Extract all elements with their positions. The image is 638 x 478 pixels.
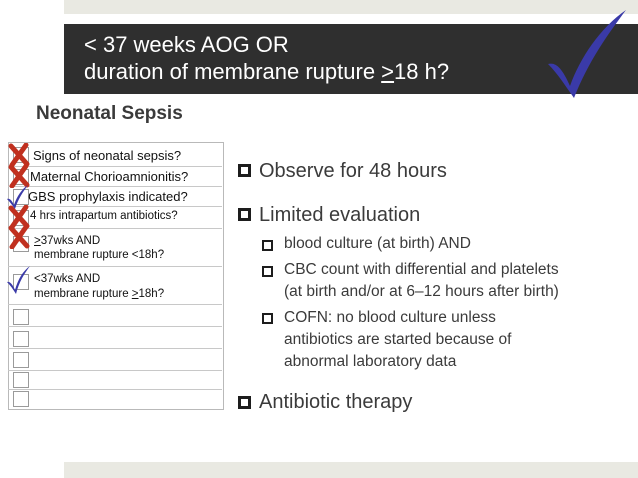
question-chorioamnionitis: Maternal Chorioamnionitis? (30, 169, 189, 184)
title-gte-symbol: > (381, 59, 395, 84)
row-divider (8, 166, 222, 167)
bullet-icon (238, 164, 251, 177)
question-lt37wks-line2 (34, 288, 164, 300)
check-icon (5, 184, 29, 210)
checkbox[interactable] (13, 352, 29, 368)
checkbox[interactable] (13, 372, 29, 388)
item-cofn-line2: antibiotics are started because of (284, 331, 512, 348)
question-gte37wks-line2: membrane rupture <18h? (34, 249, 165, 261)
title-line-2-text: duration of membrane rupture (84, 59, 382, 84)
question-gte37wks-line1 (34, 235, 100, 247)
row-divider (8, 326, 222, 327)
row-divider (8, 266, 222, 267)
row-divider (8, 206, 222, 207)
question-intrapartum-antibiotics: 4 hrs intrapartum antibiotics? (30, 210, 178, 222)
checkbox[interactable] (13, 331, 29, 347)
row-divider (8, 348, 222, 349)
slide-title-line-1: < 37 weeks AOG OR (84, 32, 289, 57)
item-cbc-line2: (at birth and/or at 6–12 hours after birth) (284, 283, 559, 300)
item-cbc-line1: CBC count with differential and platelets (284, 261, 559, 278)
bottom-decorative-strip (64, 462, 638, 478)
item-limited-evaluation: Limited evaluation (259, 204, 421, 226)
bullet-icon (238, 396, 251, 409)
item-observe: Observe for 48 hours (259, 160, 447, 182)
check-icon (5, 265, 31, 295)
item-blood-culture: blood culture (at birth) AND (284, 235, 471, 252)
x-icon (8, 225, 30, 249)
checkbox[interactable] (13, 309, 29, 325)
slide-title-line-2 (84, 59, 449, 85)
big-check-icon (540, 6, 630, 100)
item-cofn-line3: abnormal laboratory data (284, 353, 457, 370)
question-text: 37wks AND (40, 235, 101, 247)
row-divider (8, 370, 222, 371)
item-antibiotic-therapy: Antibiotic therapy (259, 391, 413, 413)
sub-bullet-icon (262, 240, 273, 251)
row-divider (8, 304, 222, 305)
sub-bullet-icon (262, 313, 273, 324)
title-line-2-suffix: 18 h? (394, 59, 450, 84)
item-cofn-line1: COFN: no blood culture unless (284, 309, 496, 326)
checkbox[interactable] (13, 391, 29, 407)
row-divider (8, 228, 222, 229)
question-lt37wks-line1: <37wks AND (34, 273, 101, 285)
panel-title: Neonatal Sepsis (36, 103, 183, 124)
question-text: membrane rupture (34, 288, 132, 300)
row-divider (8, 186, 222, 187)
gte-symbol: > (34, 235, 41, 247)
gte-symbol: > (131, 288, 139, 300)
row-divider (8, 389, 222, 390)
sub-bullet-icon (262, 266, 273, 277)
question-gbs-prophylaxis: GBS prophylaxis indicated? (28, 189, 188, 204)
question-signs-of-sepsis: Signs of neonatal sepsis? (33, 148, 182, 163)
bullet-icon (238, 208, 251, 221)
question-text: 18h? (138, 288, 165, 300)
